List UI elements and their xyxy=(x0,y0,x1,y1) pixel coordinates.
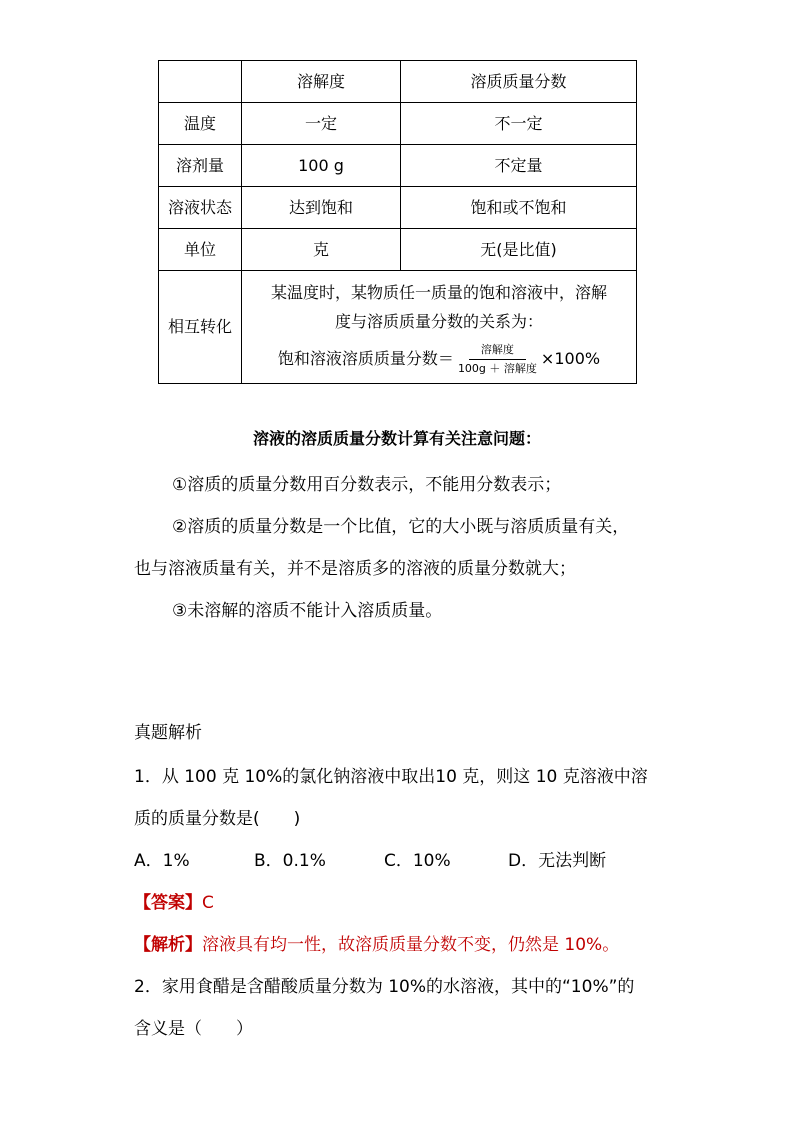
table-cell: 温度 xyxy=(159,103,242,145)
answer-tag: 【答案】 xyxy=(134,893,202,913)
table-header-cell: 溶质质量分数 xyxy=(401,61,637,103)
note-2-line-2: 也与溶液质量有关，并不是溶质多的溶液的质量分数就大； xyxy=(134,559,576,579)
conversion-line-1: 某温度时，某物质任一质量的饱和溶液中，溶解 xyxy=(270,283,607,302)
table-cell: 饱和或不饱和 xyxy=(401,187,637,229)
note-2-line-1: ②溶质的质量分数是一个比值，它的大小既与溶质质量有关， xyxy=(172,517,630,537)
table-row xyxy=(159,103,637,145)
analysis-line xyxy=(134,930,619,955)
option-c: C．10% xyxy=(384,851,451,871)
answer-value: C xyxy=(202,893,214,913)
formula-numerator: 溶解度 xyxy=(469,343,526,359)
table-cell: 不定量 xyxy=(401,145,637,187)
table-header-cell xyxy=(159,61,242,103)
table-header-row xyxy=(159,61,637,103)
conversion-formula xyxy=(242,343,636,374)
question-1-line-2: 质的质量分数是( ) xyxy=(134,809,301,829)
table-cell: 不一定 xyxy=(401,103,637,145)
exam-heading: 真题解析 xyxy=(134,723,202,743)
table-cell: 溶液状态 xyxy=(159,187,242,229)
table-row xyxy=(159,229,637,271)
table-cell: 溶剂量 xyxy=(159,145,242,187)
formula-fraction xyxy=(458,343,537,374)
table-cell: 克 xyxy=(242,229,401,271)
conversion-cell xyxy=(242,271,637,384)
question-2-line-2: 含义是（ ） xyxy=(134,1019,253,1039)
analysis-text: 溶液具有均一性，故溶质质量分数不变，仍然是 10%。 xyxy=(202,935,620,955)
option-d: D．无法判断 xyxy=(508,851,607,871)
comparison-table xyxy=(158,60,637,384)
notes-title: 溶液的溶质质量分数计算有关注意问题： xyxy=(252,429,541,448)
analysis-tag: 【解析】 xyxy=(134,935,202,955)
conversion-line-2: 度与溶质质量分数的关系为： xyxy=(334,312,543,332)
table-cell: 一定 xyxy=(242,103,401,145)
table-cell: 达到饱和 xyxy=(242,187,401,229)
conversion-label: 相互转化 xyxy=(159,271,242,384)
table-header-cell: 溶解度 xyxy=(242,61,401,103)
option-b: B．0.1% xyxy=(254,851,326,871)
table-row-conversion xyxy=(159,271,637,384)
note-3: ③未溶解的溶质不能计入溶质质量。 xyxy=(172,601,443,621)
table-cell: 无(是比值) xyxy=(401,229,637,271)
table-cell: 100 g xyxy=(242,145,401,187)
option-a: A．1% xyxy=(134,851,190,871)
answer-line xyxy=(134,888,214,913)
table-cell: 单位 xyxy=(159,229,242,271)
formula-lhs: 饱和溶液溶质质量分数＝ xyxy=(277,349,454,369)
formula-rhs: ×100% xyxy=(540,349,601,369)
note-1: ①溶质的质量分数用百分数表示，不能用分数表示； xyxy=(172,475,562,495)
question-2-line-1: 2．家用食醋是含醋酸质量分数为 10%的水溶液，其中的“10%”的 xyxy=(134,977,635,997)
table-row xyxy=(159,187,637,229)
table-row xyxy=(159,145,637,187)
formula-denominator: 100g ＋ 溶解度 xyxy=(457,361,537,375)
question-1-line-1: 1．从 100 克 10%的氯化钠溶液中取出10 克，则这 10 克溶液中溶 xyxy=(134,767,648,787)
